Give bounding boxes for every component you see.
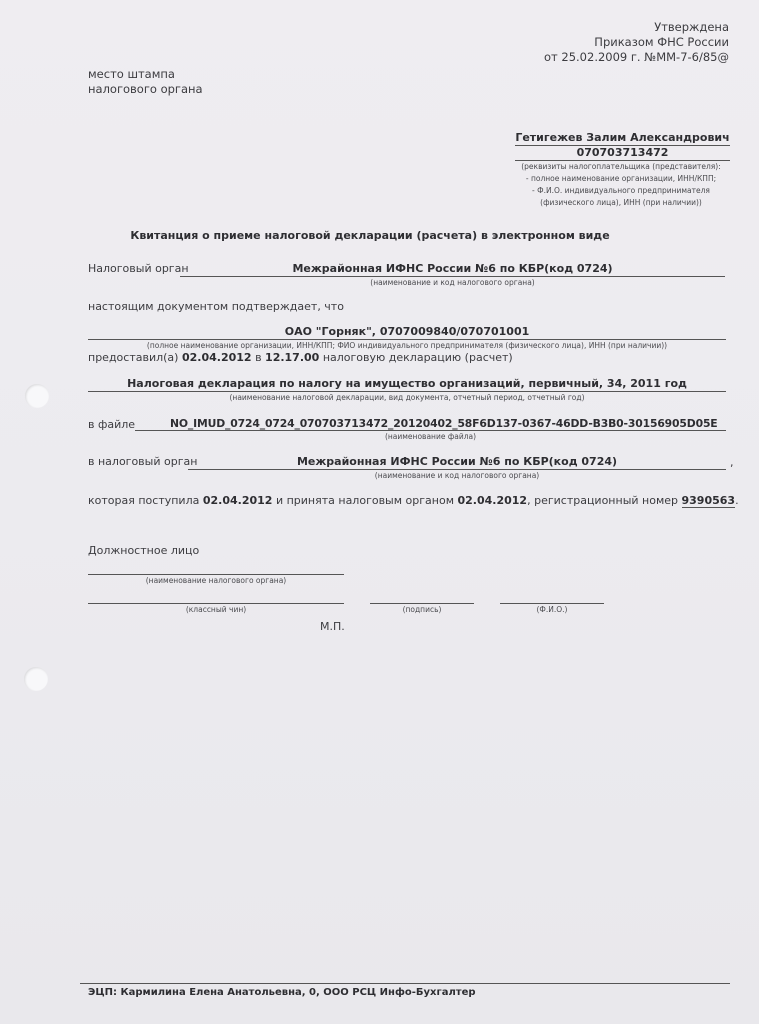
declaration-underline xyxy=(88,391,726,392)
approval-line-2: Приказом ФНС России xyxy=(594,35,729,49)
file-label: в файле xyxy=(88,418,136,431)
approval-block xyxy=(469,20,729,65)
declaration-caption: (наименование налоговой декларации, вид документа, отчетный период, отчетный год) xyxy=(229,393,585,402)
official-rank-caption: (классный чин) xyxy=(185,605,247,614)
official-authority-caption: (наименование налогового органа) xyxy=(145,576,287,585)
submitted-in-word: в xyxy=(255,351,262,364)
stamp-place-line-2: налогового органа xyxy=(88,82,203,96)
tax-authority-value: Межрайонная ИФНС России №6 по КБР(код 0724) xyxy=(292,262,613,275)
tax-authority-caption: (наименование и код налогового органа) xyxy=(370,278,535,287)
punch-hole-top xyxy=(25,384,49,408)
file-underline xyxy=(135,430,726,431)
organization-value: ОАО "Горняк", 0707009840/070701001 xyxy=(284,325,530,338)
official-signature-caption: (подпись) xyxy=(402,605,442,614)
to-authority-caption: (наименование и код налогового органа) xyxy=(374,471,540,480)
taxpayer-caption-line-3: - Ф.И.О. индивидуального предпринимателя xyxy=(532,186,710,195)
to-authority-comma: , xyxy=(730,456,734,469)
confirms-text: настоящим документом подтверждает, что xyxy=(88,300,344,313)
taxpayer-inn: 070703713472 xyxy=(576,146,669,159)
to-authority-value: Межрайонная ИФНС России №6 по КБР(код 0724) xyxy=(296,455,618,468)
file-value: NO_IMUD_0724_0724_070703713472_20120402_58F6D137-0367-46DD-B3B0-30156905D05E xyxy=(170,417,718,430)
official-fio-caption: (Ф.И.О.) xyxy=(536,605,568,614)
footer-rule xyxy=(80,983,730,984)
tax-authority-label: Налоговый орган xyxy=(88,262,189,275)
official-signature-line xyxy=(370,603,474,604)
tax-authority-underline xyxy=(180,276,725,277)
submitted-line xyxy=(88,351,513,365)
official-label: Должностное лицо xyxy=(88,544,200,557)
official-rank-line xyxy=(88,603,344,604)
submitted-date: 02.04.2012 xyxy=(181,351,252,364)
received-date2: 02.04.2012 xyxy=(457,494,528,507)
stamp-place-label xyxy=(88,67,238,97)
taxpayer-caption xyxy=(505,161,737,209)
punch-hole-bottom xyxy=(24,667,48,691)
received-line xyxy=(88,494,739,508)
organization-caption: (полное наименование организации, ИНН/КПП; ФИО индивидуального предпринимателя (физического лица), ИНН (при наличии)) xyxy=(146,341,668,350)
taxpayer-name: Гетигежев Залим Александрович xyxy=(515,131,730,144)
submitted-time: 12.17.00 xyxy=(265,351,320,364)
received-part1: которая поступила xyxy=(88,494,200,507)
approval-line-3: от 25.02.2009 г. №ММ-7-6/85@ xyxy=(544,50,729,64)
to-authority-label: в налоговый орган xyxy=(88,455,198,468)
received-end: . xyxy=(735,494,739,507)
received-date1: 02.04.2012 xyxy=(202,494,273,507)
stamp-place-line-1: место штампа xyxy=(88,67,175,81)
footer-ecp: ЭЦП: Кармилина Елена Анатольевна, 0, ООО РСЦ Инфо-Бухгалтер xyxy=(88,987,476,998)
taxpayer-caption-line-2: - полное наименование организации, ИНН/КПП; xyxy=(525,174,717,183)
organization-underline xyxy=(88,339,726,340)
document-title: Квитанция о приеме налоговой декларации (расчета) в электронном виде xyxy=(130,229,610,242)
received-part3: , регистрационный номер xyxy=(527,494,678,507)
official-fio-line xyxy=(500,603,604,604)
taxpayer-caption-line-4: (физического лица), ИНН (при наличии)) xyxy=(540,198,702,207)
registration-number: 9390563 xyxy=(681,494,736,507)
received-part2: и принята налоговым органом xyxy=(275,494,454,507)
taxpayer-caption-line-1: (реквизиты налогоплательщика (представителя): xyxy=(521,162,721,171)
approval-line-1: Утверждена xyxy=(654,20,729,34)
to-authority-underline xyxy=(188,469,726,470)
submitted-suffix: налоговую декларацию (расчет) xyxy=(322,351,513,364)
submitted-prefix: предоставил(а) xyxy=(88,351,179,364)
file-caption: (наименование файла) xyxy=(384,432,477,441)
stamp-mp: М.П. xyxy=(320,620,345,633)
declaration-value: Налоговая декларация по налогу на имущество организаций, первичный, 34, 2011 год xyxy=(127,377,687,390)
official-authority-line xyxy=(88,574,344,575)
